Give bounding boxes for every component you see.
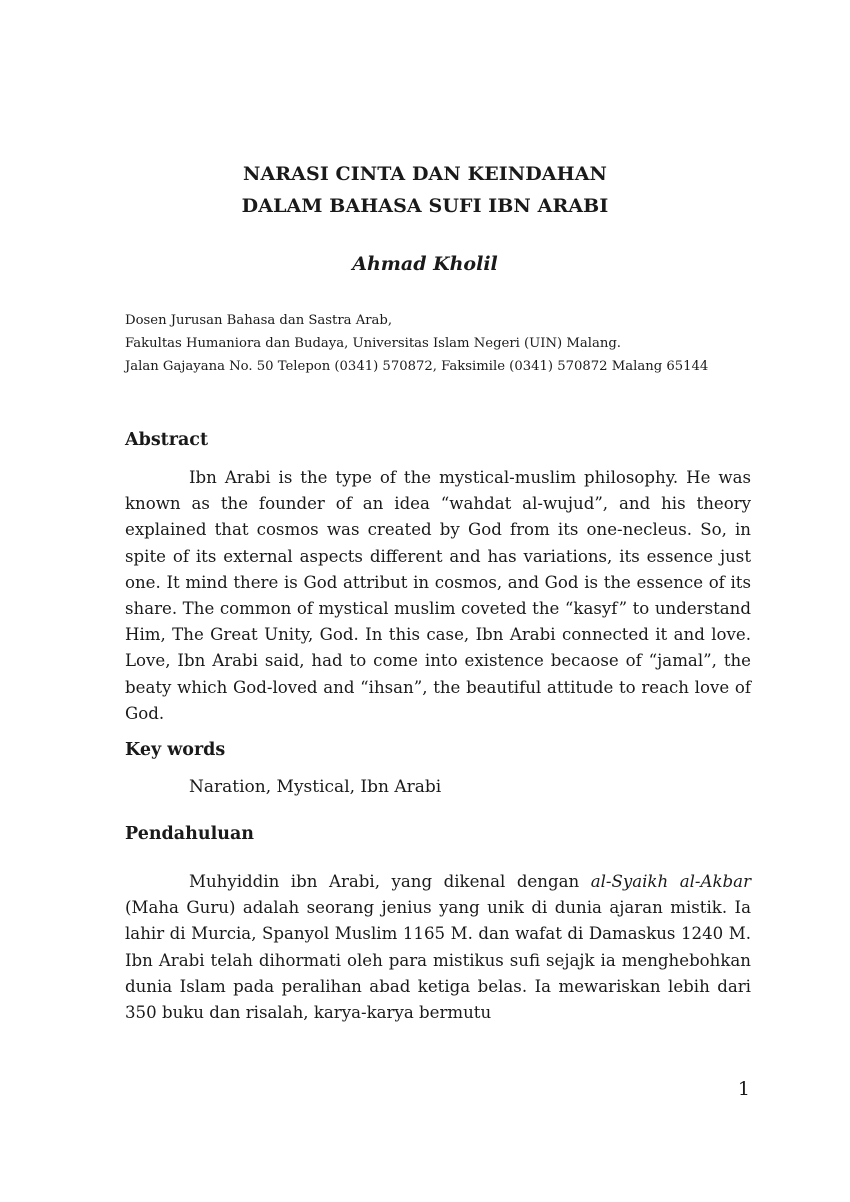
introduction-heading: Pendahuluan bbox=[125, 824, 255, 844]
title-line-1: NARASI CINTA DAN KEINDAHAN bbox=[242, 163, 608, 185]
intro-text-part-2: (Maha Guru) adalah seorang jenius yang unik di dunia ajaran mistik. Ia lahir di Murcia, Spanyol Muslim 1165 M. dan wafat di Damaskus 1240 M. Ibn Arabi telah dihormati oleh para mistikus sufi sejajk ia menghebohkan dunia Islam pada peralihan abad ketiga belas. Ia mewariskan lebih dari 350 buku dan risalah, karya-karya bermutu bbox=[125, 898, 751, 1023]
affiliation-line-3: Jalan Gajayana No. 50 Telepon (0341) 570872, Faksimile (0341) 570872 Malang 65144 bbox=[125, 359, 709, 374]
affiliation-line-2: Fakultas Humaniora dan Budaya, Universitas Islam Negeri (UIN) Malang. bbox=[125, 336, 621, 351]
author-affiliation bbox=[125, 309, 765, 378]
abstract-text: Ibn Arabi is the type of the mystical-muslim philosophy. He was known as the founder of an idea “wahdat al-wujud”, and his theory explained that cosmos was created by God from its one-necleus. So, in spite of its external aspects different and has variations, its essence just one. It mind there is God attribut in cosmos, and God is the essence of its share. The common of mystical muslim coveted the “kasyf” to understand Him, The Great Unity, God. In this case, Ibn Arabi connected it and love. Love, Ibn Arabi said, had to come into existence becaose of “jamal”, the beaty which God-loved and “ihsan”, the beautiful attitude to reach love of God. bbox=[125, 468, 751, 723]
introduction-text bbox=[125, 869, 751, 1026]
title-line-2: DALAM BAHASA SUFI IBN ARABI bbox=[241, 195, 609, 217]
author-name: Ahmad Kholil bbox=[352, 253, 498, 275]
paper-title bbox=[0, 158, 850, 222]
intro-text-part-1: Muhyiddin ibn Arabi, yang dikenal dengan bbox=[189, 872, 591, 891]
abstract-heading: Abstract bbox=[125, 430, 209, 450]
intro-italic-term: al-Syaikh al-Akbar bbox=[590, 872, 751, 891]
keywords-text: Naration, Mystical, Ibn Arabi bbox=[189, 777, 442, 797]
keywords-heading: Key words bbox=[125, 740, 226, 760]
affiliation-line-1: Dosen Jurusan Bahasa dan Sastra Arab, bbox=[125, 313, 393, 328]
page-number: 1 bbox=[737, 1078, 750, 1100]
